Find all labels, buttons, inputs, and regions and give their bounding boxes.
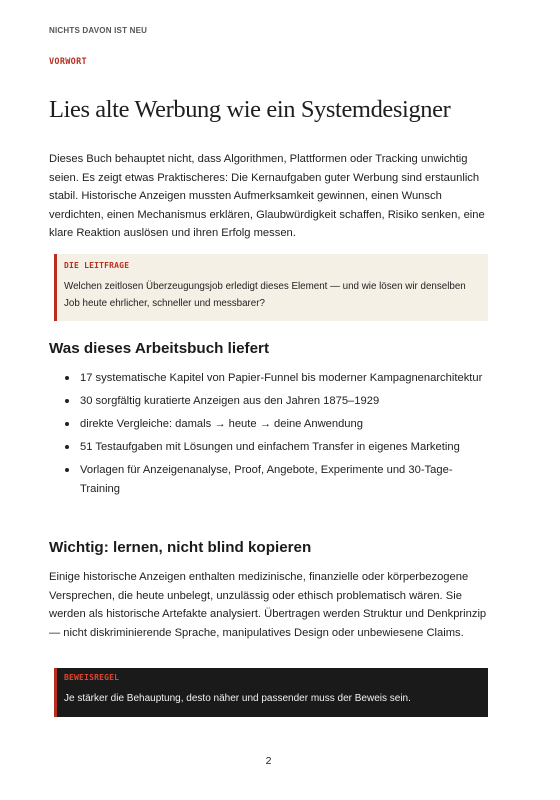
running-head: NICHTS DAVON IST NEU [49,26,148,35]
deliverables-list [49,369,488,503]
list-item: Vorlagen für Anzeigenanalyse, Proof, Angebote, Experimente und 30-Tage-Training [49,461,488,498]
leitfrage-text: Welchen zeitlosen Überzeugungsjob erledigt dieses Element — und wie lösen wir denselben Job heute ehrlicher, schneller und messbarer? [64,281,466,309]
warning-paragraph: Einige historische Anzeigen enthalten medizinische, finanzielle oder körperbezogene Versprechen, die heute unbelegt, unzulässig oder ethisch problematisch wären. Sie werden als historische Artefakte analysiert. Übertragen werden Struktur und Denkprinzip — nicht diskriminierende Sprache, manipulatives Design oder unbewiesene Claims. [49,571,487,639]
section-heading-deliverables: Was dieses Arbeitsbuch liefert [49,340,270,357]
list-item: 51 Testaufgaben mit Lösungen und einfachem Transfer in eigenes Marketing [49,438,488,457]
leitfrage-label: DIE LEITFRAGE [64,261,130,270]
list-item: 30 sorgfältig kuratierte Anzeigen aus den Jahren 1875–1929 [49,392,488,411]
intro-paragraph: Dieses Buch behauptet nicht, dass Algorithmen, Plattformen oder Tracking unwichtig seien. Es zeigt etwas Praktischeres: Die Kernaufgaben guter Werbung sind erstaunlich stabil. Historische Anzeigen mussten Aufmerksamkeit gewinnen, einen Wunsch verdichten, einen Mechanismus erklären, Glaubwürdigkeit schaffen, Risiko senken, eine klare Reaktion auslösen und ihren Erfolg messen. [49,153,485,240]
beweisregel-label: BEWEISREGEL [64,673,120,682]
beweisregel-text: Je stärker die Behauptung, desto näher und passender muss der Beweis sein. [64,693,411,704]
section-heading-warning: Wichtig: lernen, nicht blind kopieren [49,539,312,556]
leitfrage-callout [54,254,488,321]
page-title: Lies alte Werbung wie ein Systemdesigner [49,96,451,123]
beweisregel-callout [54,668,488,717]
section-kicker: VORWORT [49,57,87,67]
list-item: 17 systematische Kapitel von Papier-Funnel bis moderner Kampagnenarchitektur [49,369,488,388]
page-number: 2 [265,755,272,767]
list-item: direkte Vergleiche: damals → heute → deine Anwendung [49,415,488,434]
